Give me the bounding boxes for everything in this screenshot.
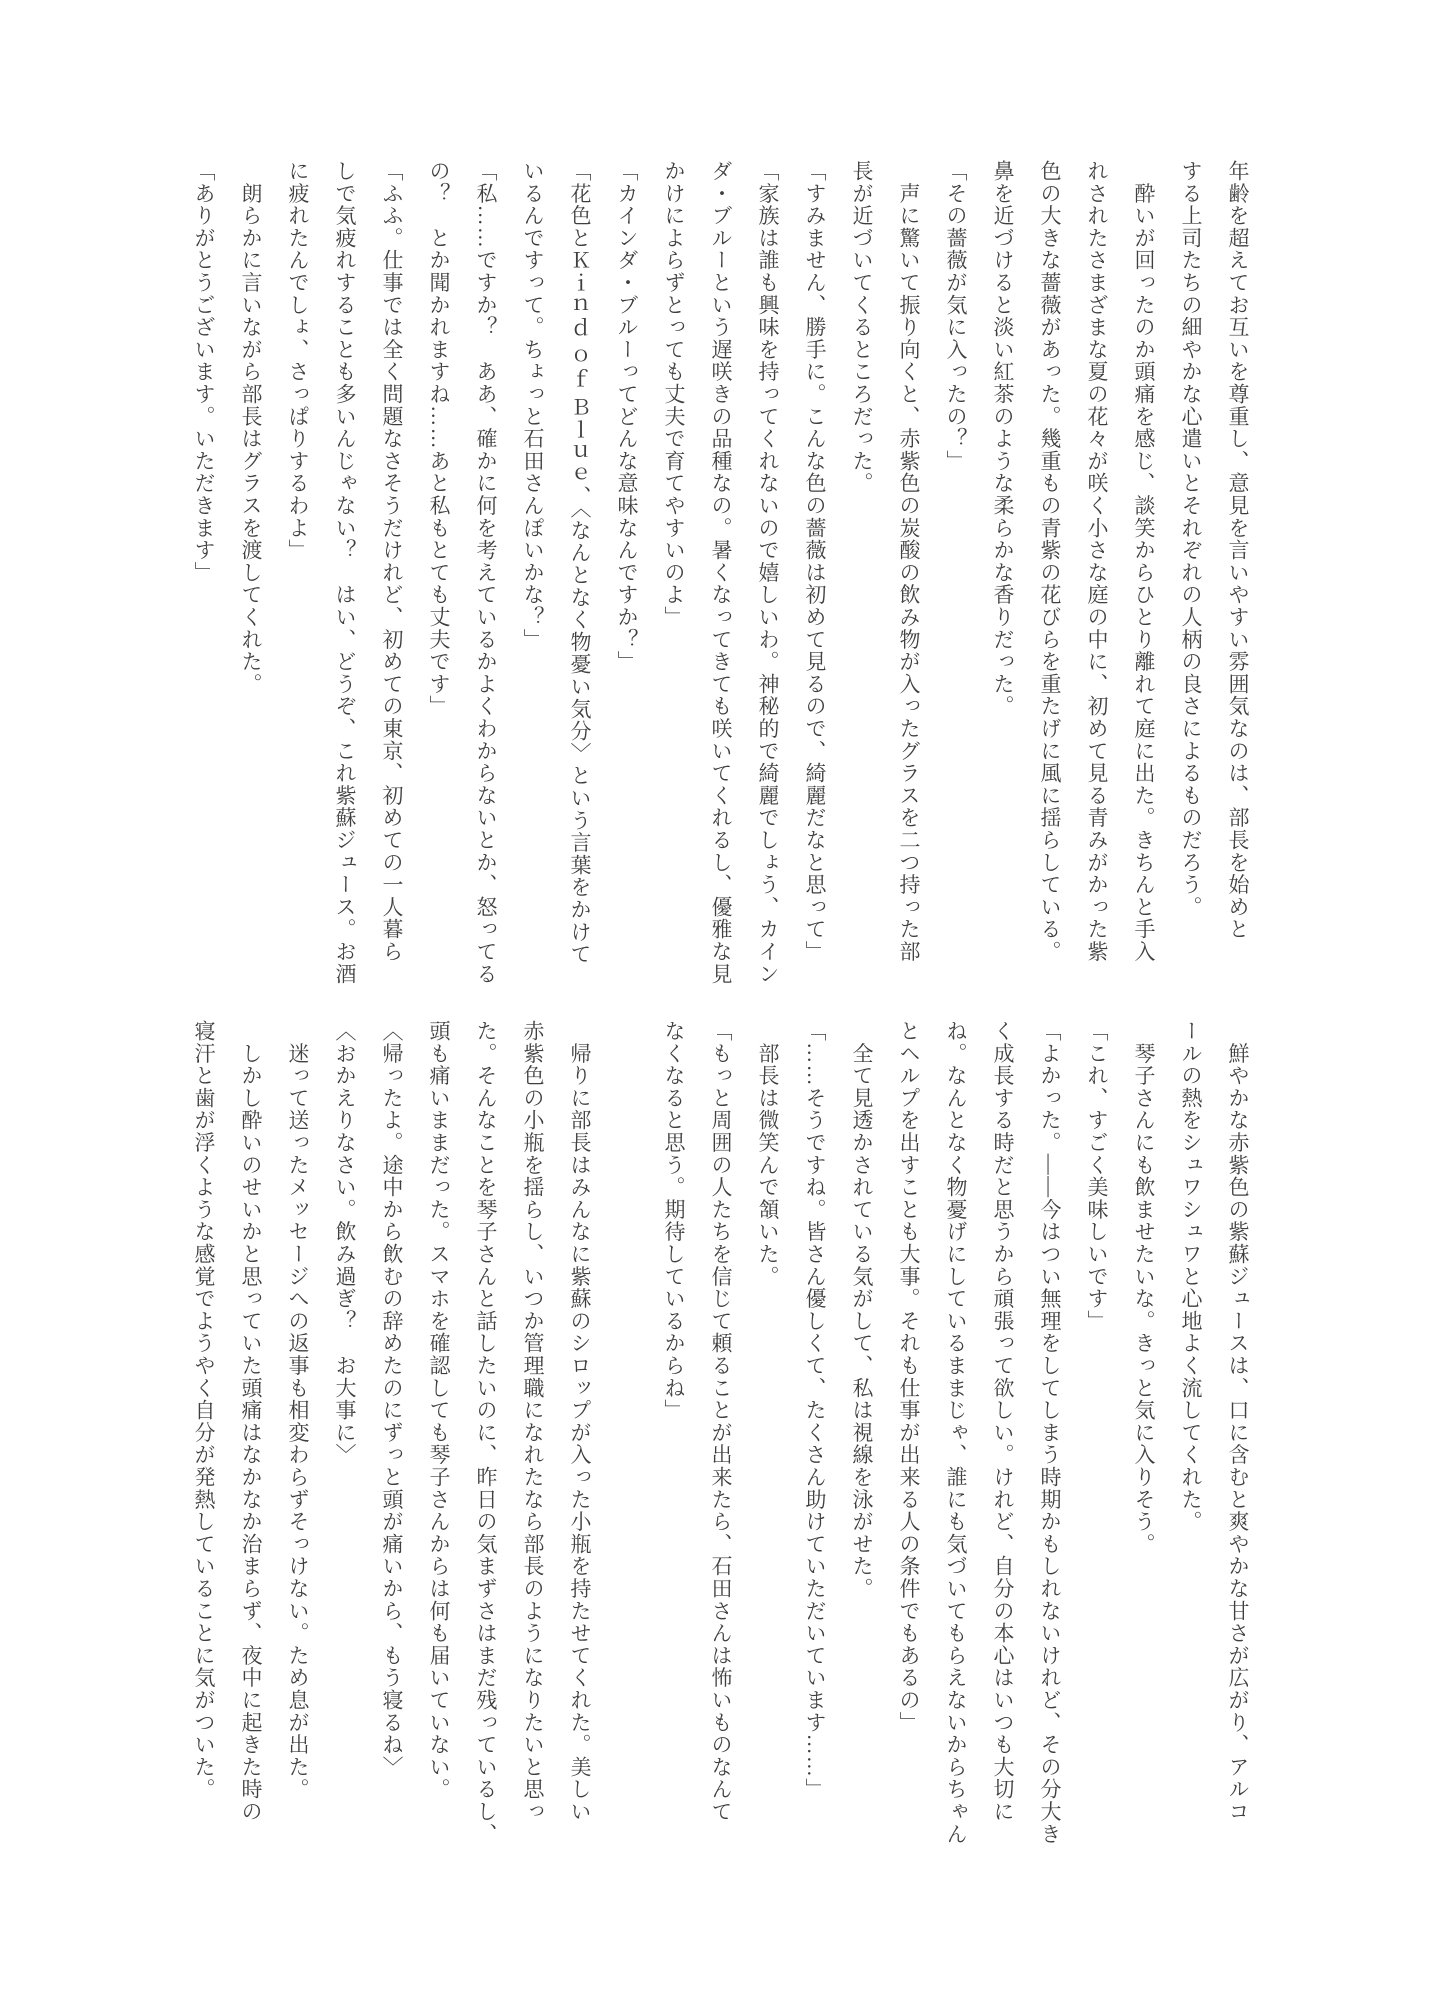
text-column: ね。なんとなく物憂げにしているままじゃ、誰にも気づいてもらえないからちゃん (944, 1020, 968, 1846)
text-column: 帰りに部長はみんなに紫蘇のシロップが入った小瓶を持たせてくれた。美しい (568, 1020, 592, 1823)
text-column: 赤紫色の小瓶を揺らし、いつか管理職になれたなら部長のようになりたいと思っ (521, 1020, 545, 1823)
blank-column (603, 1020, 650, 1868)
text-column: 「もっと周囲の人たちを信じて頼ることが出来たら、石田さんは怖いものなんて (709, 1020, 733, 1823)
text-column: 「よかった。――今はつい無理をしてしまう時期かもしれないけれど、その分大き (1038, 1020, 1062, 1846)
bottom-text-block (180, 1020, 1261, 1868)
text-column: 色の大きな薔薇があった。幾重もの青紫の花びらを重たげに風に揺らしている。 (1038, 160, 1062, 963)
text-column: ダ・ブルーという遅咲きの品種なの。暑くなってきても咲いてくれるし、優雅な見 (709, 160, 733, 986)
text-column: 「カインダ・ブルーってどんな意味なんですか？」 (615, 160, 639, 673)
text-column: とヘルプを出すことも大事。それも仕事が出来る人の条件でもあるの」 (897, 1020, 921, 1734)
text-column: 「これ、すごく美味しいです」 (1085, 1020, 1109, 1333)
text-column: 年齢を超えてお互いを尊重し、意見を言いやすい雰囲気なのは、部長を始めと (1226, 160, 1250, 941)
text-column: 「……そうですね。皆さん優しくて、たくさん助けていただいています……」 (803, 1020, 827, 1801)
text-column: なくなると思う。期待しているからね」 (662, 1020, 686, 1422)
text-column: 「ふふ。仕事では全く問題なさそうだけれど、初めての東京、初めての一人暮ら (380, 160, 404, 963)
top-text-block (180, 160, 1261, 1008)
text-column: 〈帰ったよ。途中から飲むの辞めたのにずっと頭が痛いから、もう寝るね〉 (380, 1020, 404, 1779)
text-column: 「家族は誰も興味を持ってくれないので嬉しいわ。神秘的で綺麗でしょう、カイン (756, 160, 780, 986)
text-column: 「すみません、勝手に。こんな色の薔薇は初めて見るので、綺麗だなと思って」 (803, 160, 827, 963)
text-column: する上司たちの細やかな心遣いとそれぞれの人柄の良さによるものだろう。 (1179, 160, 1203, 919)
text-column: 「その薔薇が気に入ったの？」 (944, 160, 968, 473)
text-column: 頭も痛いままだった。スマホを確認しても琴子さんからは何も届いていない。 (427, 1020, 451, 1801)
text-column: しで気疲れすることも多いんじゃない？ はい、どうぞ、これ紫蘇ジュース。お酒 (333, 160, 357, 986)
text-column: 「花色とＫｉｎｄ ｏｆ Ｂｌｕｅ、〈なんとなく物憂い気分〉という言葉をかけて (568, 160, 592, 966)
text-column: の？ とか聞かれますね……あと私もとても丈夫です」 (427, 160, 451, 718)
text-column: かけによらずとっても丈夫で育てやすいのよ」 (662, 160, 686, 629)
text-column: 声に驚いて振り向くと、赤紫色の炭酸の飲み物が入ったグラスを二つ持った部 (897, 160, 921, 963)
text-column: 「ありがとうございます。いただきます」 (192, 160, 216, 584)
text-column: 〈おかえりなさい。飲み過ぎ？ お大事に〉 (333, 1020, 357, 1466)
text-column: 鼻を近づけると淡い紅茶のような柔らかな香りだった。 (991, 160, 1015, 718)
text-column: 部長は微笑んで頷いた。 (756, 1020, 780, 1288)
text-column: 鮮やかな赤紫色の紫蘇ジュースは、口に含むと爽やかな甘さが広がり、アルコ (1226, 1020, 1250, 1823)
text-column: 琴子さんにも飲ませたいな。きっと気に入りそう。 (1132, 1020, 1156, 1556)
text-column: 朗らかに言いながら部長はグラスを渡してくれた。 (239, 160, 263, 696)
text-column: 「私……ですか？ ああ、確かに何を考えているかよくわからないとか、怒ってる (474, 160, 498, 986)
text-column: た。そんなことを琴子さんと話したいのに、昨日の気まずさはまだ残っているし、 (474, 1020, 498, 1846)
text-column: 迷って送ったメッセージへの返事も相変わらずそっけない。ため息が出た。 (286, 1020, 310, 1801)
text-column: に疲れたんでしょ、さっぱりするわよ」 (286, 160, 310, 562)
text-column: く成長する時だと思うから頑張って欲しい。けれど、自分の本心はいつも大切に (991, 1020, 1015, 1823)
text-column: しかし酔いのせいかと思っていた頭痛はなかなか治まらず、夜中に起きた時の (239, 1020, 263, 1823)
text-column: 長が近づいてくるところだった。 (850, 160, 874, 495)
text-column: れされたさまざまな夏の花々が咲く小さな庭の中に、初めて見る青みがかった紫 (1085, 160, 1109, 963)
text-column: ールの熱をシュワシュワと心地よく流してくれた。 (1179, 1020, 1203, 1533)
text-column: いるんですって。ちょっと石田さんぽいかな？」 (521, 160, 545, 651)
text-column: 酔いが回ったのか頭痛を感じ、談笑からひとり離れて庭に出た。きちんと手入 (1132, 160, 1156, 963)
text-column: 寝汗と歯が浮くような感覚でようやく自分が発熱していることに気がついた。 (192, 1020, 216, 1801)
text-column: 全て見透かされている気がして、私は視線を泳がせた。 (850, 1020, 874, 1600)
